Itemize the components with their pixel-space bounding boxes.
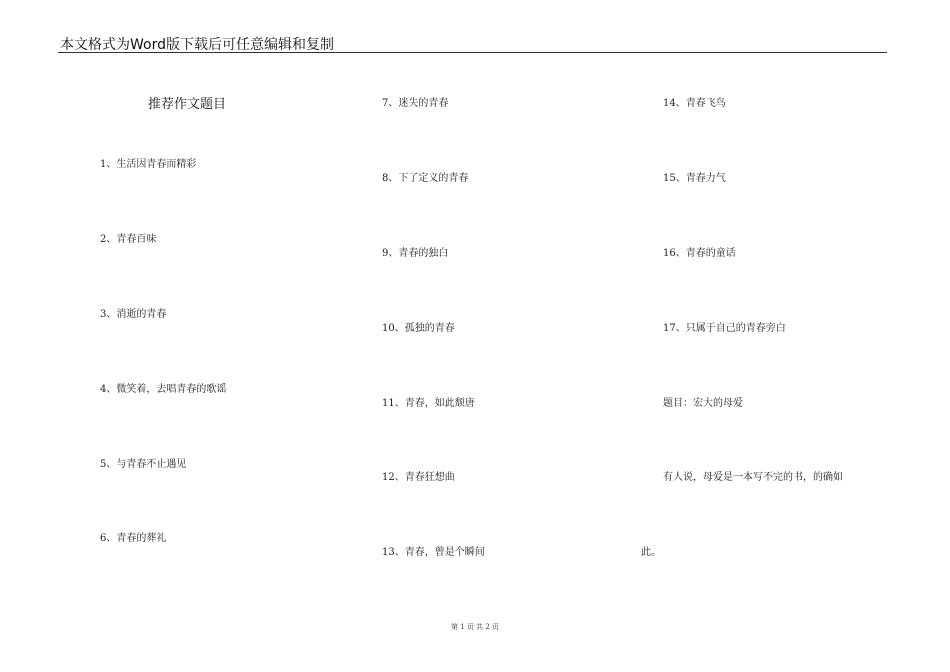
topic-item-14: 14、青春飞鸟 [663, 98, 726, 109]
topic-item-16: 16、青春的童话 [663, 248, 736, 259]
section-title: 推荐作文题目 [148, 97, 227, 112]
topic-item-8: 8、下了定义的青春 [382, 173, 469, 184]
header-divider [58, 52, 887, 53]
topic-item-4: 4、微笑着，去唱青春的歌谣 [100, 384, 227, 395]
topic-item-15: 15、青春力气 [663, 173, 726, 184]
topic-item-6: 6、青春的葬礼 [100, 533, 167, 544]
topic-item-7: 7、迷失的青春 [382, 98, 449, 109]
topic-item-12: 12、青春狂想曲 [382, 472, 455, 483]
topic-item-17: 17、只属于自己的青春旁白 [663, 323, 786, 334]
topic-item-1: 1、生活因青春而精彩 [100, 159, 197, 170]
topic-item-2: 2、青春百味 [100, 234, 157, 245]
essay-heading: 题目：宏大的母爱 [663, 398, 743, 409]
page-number: 第 1 页 共 2 页 [450, 623, 500, 631]
topic-item-11: 11、青春，如此颓唐 [382, 398, 475, 409]
topic-item-3: 3、消逝的青春 [100, 309, 167, 320]
topic-item-9: 9、青春的独白 [382, 248, 449, 259]
document-header-title: 本文格式为Word版下载后可任意编辑和复制 [60, 37, 334, 53]
essay-paragraph-line-1: 有人说，母爱是一本写不完的书，的确如 [663, 472, 843, 483]
topic-item-13: 13、青春，曾是个瞬间 [382, 547, 485, 558]
topic-item-5: 5、与青春不止遇见 [100, 459, 187, 470]
topic-item-10: 10、孤独的青春 [382, 323, 455, 334]
essay-paragraph-line-2: 此。 [641, 547, 661, 558]
